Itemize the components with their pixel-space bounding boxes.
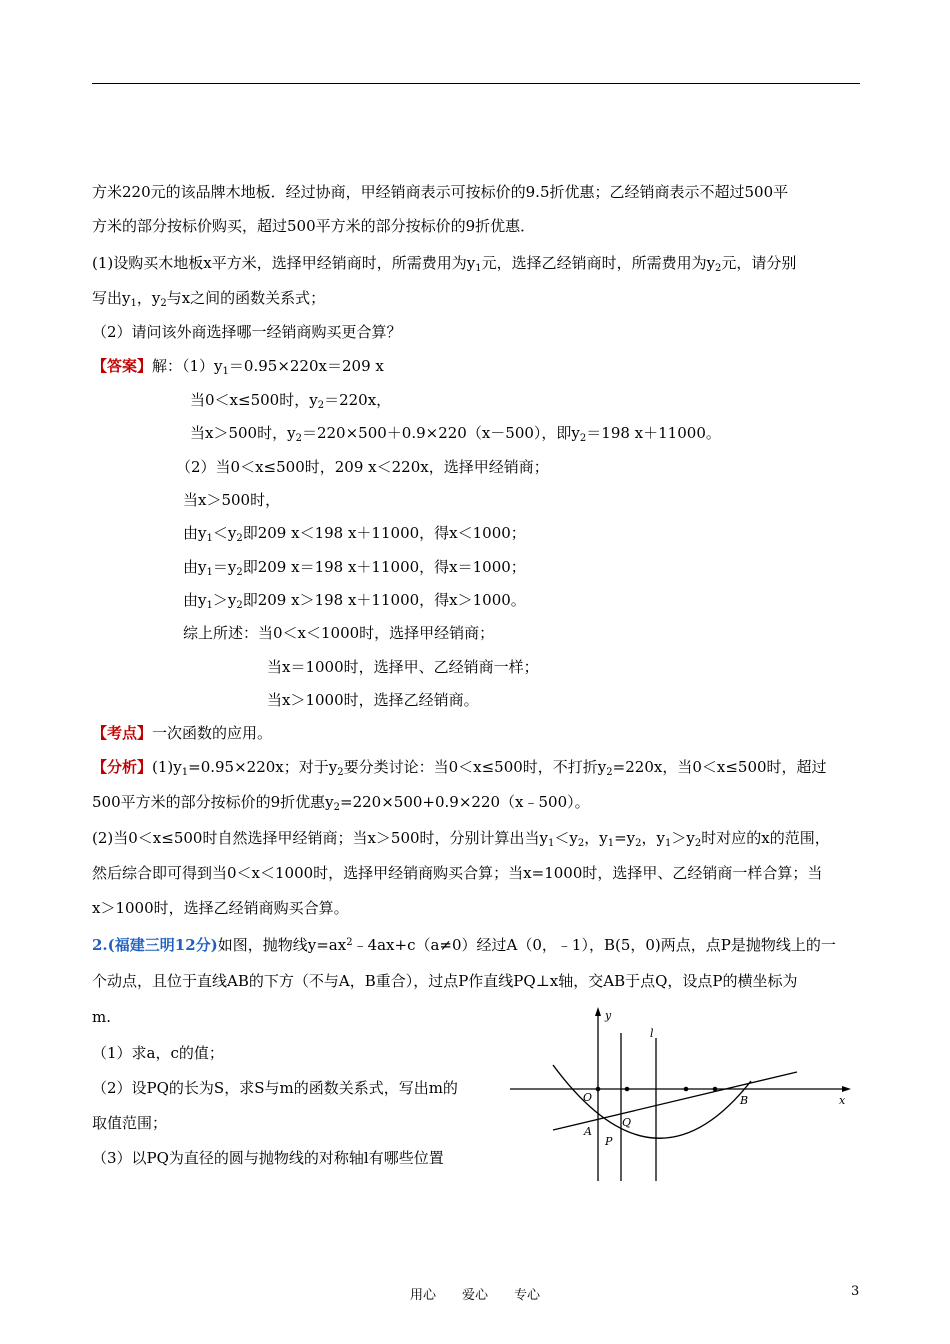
text: 由y	[183, 524, 207, 542]
question-1-line: 写出$y_1$，$y_2$与x之间的函数关系式；	[92, 289, 326, 309]
header-rule	[92, 83, 860, 84]
text: ，y	[584, 829, 608, 847]
axis-dot	[684, 1087, 689, 1092]
text: =0.95×220x；对于y	[188, 758, 338, 776]
label-y: y	[605, 1009, 612, 1022]
text: (2)当0＜x≤500时自然选择甲经销商；当x＞500时，分别计算出当y	[92, 829, 549, 847]
text: 与x之间的函数关系式；	[166, 289, 326, 307]
label-a: A	[584, 1125, 592, 1138]
x-axis-arrow	[842, 1086, 851, 1092]
parabola-figure	[505, 1005, 855, 1185]
text: 写出y	[92, 289, 131, 307]
text: ，y	[641, 829, 666, 847]
text: 由y	[183, 558, 207, 576]
text: 即209 x＞198 x＋11000，得x＞1000。	[242, 591, 526, 609]
text: 一次函数的应用。	[152, 724, 273, 742]
text: (1)y	[152, 758, 182, 776]
text: 元，请分别	[721, 254, 797, 272]
text: 当x＞500时，y	[190, 424, 296, 442]
text: ＝y	[212, 558, 237, 576]
axis-dot	[625, 1087, 630, 1092]
text: 当0＜x≤500时，y	[190, 391, 318, 409]
text: ＝198 x＋11000。	[586, 424, 721, 442]
fenxi-line: 500平方米的部分按标价的9折优惠$y_2=220\times 500+0.9\times 220(x﹣500)$。	[92, 793, 590, 813]
text: =y	[614, 829, 636, 847]
text: ＞y	[212, 591, 237, 609]
y-axis-arrow	[595, 1007, 601, 1016]
label-o: O	[583, 1091, 593, 1104]
problem-2-line: 2.(福建三明12分)如图，抛物线$y=ax^2﹣4ax+c(a\ne 0)$经过A（0，﹣1），B(5，0)两点，点P是抛物线上的一	[92, 936, 836, 954]
answer-line: 综上所述：当0＜x＜1000时，选择甲经销商；	[183, 624, 495, 642]
axis-dot	[713, 1087, 718, 1092]
fenxi-line: 【分析】$(1)y_1=0.95\times 220x$；对于$y_2$要分类讨论：当0＜x≤500时，不打折$y_2=220x$，当0＜x≤500时，超过	[92, 758, 827, 778]
answer-line: 当x＝1000时，选择甲、乙经销商一样；	[267, 658, 539, 676]
answer-line: 当x＞500时，$y_2=220\times 500+0.9\times 220(x-500)$，即$y_2=198$ x＋11000。	[190, 424, 721, 444]
label-l: l	[650, 1027, 654, 1040]
text: 由y	[183, 591, 207, 609]
answer-line: 当x＞1000时，选择乙经销商。	[267, 691, 479, 709]
page-number: 3	[851, 1284, 860, 1299]
answer-line: 当x＞500时，	[183, 491, 281, 509]
answer-line: 由$y_1<y_2$即209 x＜198 x＋11000，得x＜1000；	[183, 524, 526, 544]
problem-2-line: （2）设PQ的长为S，求S与m的函数关系式，写出m的	[92, 1079, 458, 1097]
question-2-line: （2）请问该外商选择哪一经销商购买更合算？	[92, 323, 402, 341]
paragraph-line: 方米220元的该品牌木地板．经过协商，甲经销商表示可按标价的9.5折优惠；乙经销商表示不超过500平	[92, 183, 789, 201]
label-q: Q	[622, 1116, 632, 1129]
text: 时对应的x的范围，	[701, 829, 830, 847]
fenxi-line: 然后综合即可得到当0＜x＜1000时，选择甲经销商购买合算；当x=1000时，选择甲、乙经销商一样合算；当	[92, 864, 823, 882]
fenxi-line: (2)当0＜x≤500时自然选择甲经销商；当x＞500时，分别计算出当$y_1<y_2$，$y_1=y_2$，$y_1>y_2$时对应的x的范围，	[92, 829, 830, 849]
page-footer: 用心 爱心 专心	[409, 1288, 540, 1303]
question-1-line: (1)设购买木地板x平方米，选择甲经销商时，所需费用为$y_1$元，选择乙经销商时，所需费用为$y_2$元，请分别	[92, 254, 797, 274]
text: 500平方米的部分按标价的9折优惠y	[92, 793, 334, 811]
text: 即209 x＜198 x＋11000，得x＜1000；	[242, 524, 526, 542]
answer-label: 【答案】	[92, 357, 153, 375]
answer-line: 由$y_1=y_2$即209 x＝198 x＋11000，得x＝1000；	[183, 558, 526, 578]
problem-2-line: m.	[92, 1008, 111, 1026]
problem-2-line: 取值范围；	[92, 1114, 168, 1132]
text: ＞y	[671, 829, 695, 847]
text: 即209 x＝198 x＋11000，得x＝1000；	[242, 558, 526, 576]
paragraph-line: 方米的部分按标价购买，超过500平方米的部分按标价的9折优惠．	[92, 217, 536, 235]
text: ＜y	[554, 829, 578, 847]
text: ＜y	[212, 524, 237, 542]
label-p: P	[605, 1135, 613, 1148]
problem-2-label: 2.(福建三明12分)	[92, 936, 218, 954]
text: =220×500+0.9×220（x﹣500）。	[340, 793, 590, 811]
answer-line: 由$y_1>y_2$即209 x＞198 x＋11000，得x＞1000。	[183, 591, 526, 611]
label-b: B	[740, 1094, 749, 1107]
text: ﹣4ax+c（a≠0）经过A（0，﹣1），B(5，0)两点，点P是抛物线上的一	[352, 936, 836, 954]
answer-line: 【答案】解：$(1)y_1=0.95\times 220x=209$ x	[92, 357, 384, 377]
text: ＝220×500＋0.9×220（x－500），即y	[301, 424, 580, 442]
text: =220x，当0＜x≤500时，超过	[612, 758, 827, 776]
text: 元，选择乙经销商时，所需费用为y	[481, 254, 716, 272]
axis-dot	[596, 1087, 601, 1092]
fenxi-line: x＞1000时，选择乙经销商购买合算。	[92, 899, 349, 917]
problem-2-line: （1）求a，c的值；	[92, 1044, 224, 1062]
text: ＝0.95×220x＝209 x	[228, 357, 384, 375]
problem-2-line: 个动点，且位于直线AB的下方（不与A，B重合），过点P作直线PQ⊥x轴，交AB于点Q，设点P的横坐标为	[92, 972, 798, 990]
text: 解：（1）y	[152, 357, 223, 375]
text: ＝220x，	[324, 391, 392, 409]
answer-line: 当0＜x≤500时，$y_2=220x$，	[190, 391, 392, 411]
text: ，y	[136, 289, 161, 307]
text: (1)设购买木地板x平方米，选择甲经销商时，所需费用为y	[92, 254, 476, 272]
answer-line: （2）当0＜x≤500时，209 x＜220x，选择甲经销商；	[176, 458, 549, 476]
problem-2-line: （3）以PQ为直径的圆与抛物线的对称轴l有哪些位置	[92, 1149, 444, 1167]
kaodian-label: 【考点】	[92, 724, 153, 742]
kaodian-line	[92, 723, 272, 743]
label-x: x	[839, 1094, 846, 1107]
text: 要分类讨论：当0＜x≤500时，不打折y	[343, 758, 607, 776]
fenxi-label: 【分析】	[92, 758, 153, 776]
text: 如图，抛物线y=ax	[217, 936, 347, 954]
